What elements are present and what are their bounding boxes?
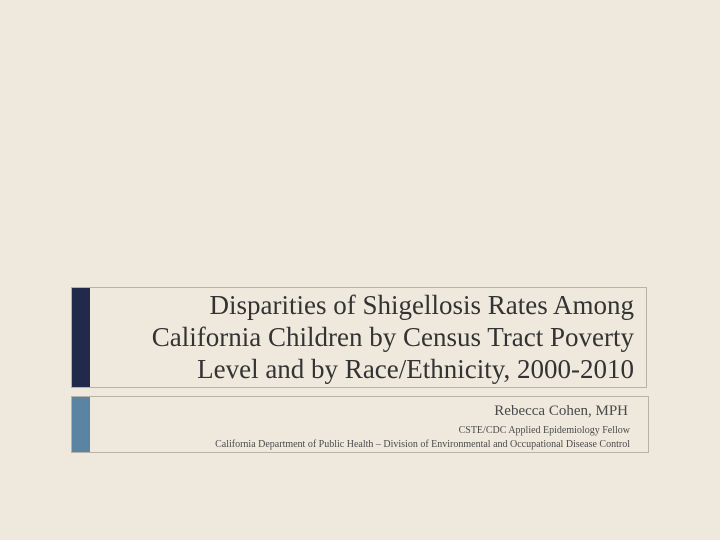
title-box: [71, 287, 647, 388]
author-name: Rebecca Cohen, MPH: [494, 403, 628, 419]
subtitle-box: [71, 396, 649, 453]
slide-title: Disparities of Shigellosis Rates Among California Children by Census Tract Poverty Level and by Race/Ethnicity, 2000-2010: [151, 290, 634, 384]
author-organization: California Department of Public Health – Division of Environmental and Occupational Disease Control: [215, 439, 630, 450]
author-position: CSTE/CDC Applied Epidemiology Fellow: [458, 425, 630, 436]
title-accent-bar: [72, 288, 90, 387]
subtitle-accent-bar: [72, 397, 90, 452]
subtitle-text: [90, 401, 630, 452]
